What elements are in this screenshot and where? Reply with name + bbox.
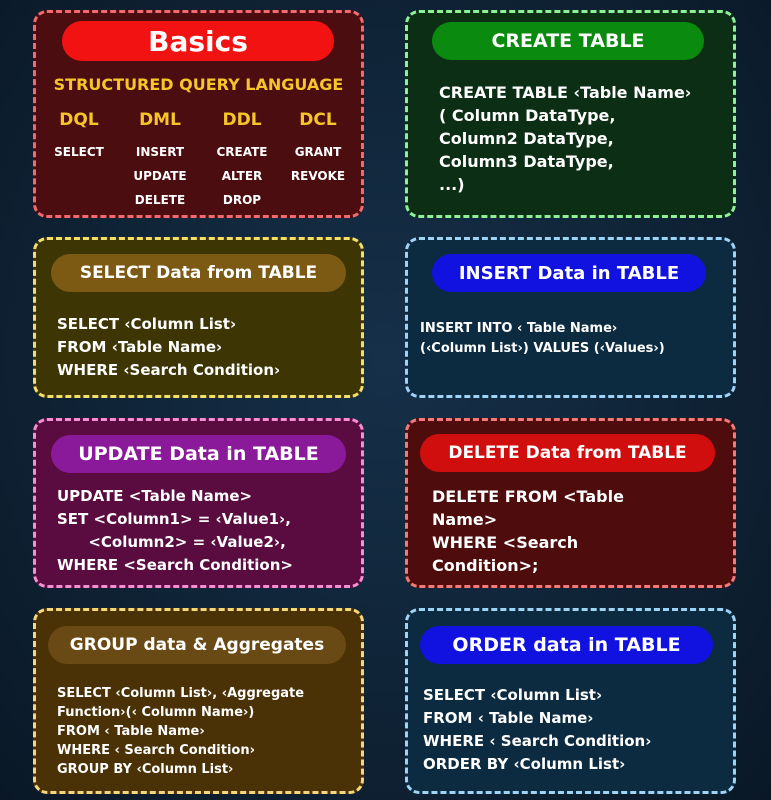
code-line: <Column2> = ‹Value2›, <box>57 533 286 551</box>
basics-title: Basics <box>62 21 334 61</box>
column-item: CREATE <box>216 145 268 159</box>
create-table-title: CREATE TABLE <box>432 22 704 60</box>
code-line: WHERE ‹Search Condition› <box>57 361 281 379</box>
code-line: SELECT ‹Column List› <box>423 686 603 704</box>
code-line: SELECT ‹Column List›, ‹Aggregate <box>57 686 305 701</box>
column-item: ALTER <box>221 169 263 183</box>
delete-code <box>432 485 624 577</box>
code-line: (‹Column List›) VALUES (‹Values›) <box>420 341 665 356</box>
column-heading: DDL <box>222 110 262 130</box>
select-title: SELECT Data from TABLE <box>51 254 346 292</box>
basics-column-dql <box>39 110 119 164</box>
delete-title: DELETE Data from TABLE <box>420 434 715 472</box>
code-line: ...) <box>439 175 465 194</box>
code-line: FROM ‹ Table Name› <box>423 709 594 727</box>
column-item: DELETE <box>134 193 186 207</box>
column-heading: DQL <box>59 110 99 130</box>
update-title: UPDATE Data in TABLE <box>51 435 346 473</box>
column-heading: DML <box>139 110 181 130</box>
order-title: ORDER data in TABLE <box>420 626 713 664</box>
column-item: GRANT <box>294 145 342 159</box>
code-line: ( Column DataType, <box>439 106 616 125</box>
code-line: ORDER BY ‹Column List› <box>423 755 626 773</box>
group-code <box>57 684 304 779</box>
create-table-code <box>439 81 691 196</box>
basics-subtitle: STRUCTURED QUERY LANGUAGE <box>53 75 344 94</box>
group-title: GROUP data & Aggregates <box>48 626 346 664</box>
code-line: Column3 DataType, <box>439 152 614 171</box>
code-line: WHERE ‹ Search Condition› <box>423 732 652 750</box>
order-code <box>423 684 651 776</box>
code-line: WHERE ‹ Search Condition› <box>57 743 255 758</box>
basics-column-ddl <box>202 110 282 212</box>
code-line: Function›(‹ Column Name›) <box>57 705 255 720</box>
column-item: UPDATE <box>133 169 187 183</box>
insert-title: INSERT Data in TABLE <box>432 254 706 292</box>
code-line: FROM ‹Table Name› <box>57 338 223 356</box>
code-line: CREATE TABLE ‹Table Name› <box>439 83 692 102</box>
column-item: INSERT <box>135 145 185 159</box>
basics-column-dml <box>120 110 200 212</box>
basics-column-dcl <box>278 110 358 188</box>
code-line: WHERE <Search Condition> <box>57 556 293 574</box>
code-line: Column2 DataType, <box>439 129 614 148</box>
update-code <box>57 485 293 577</box>
code-line: WHERE <Search <box>432 533 579 552</box>
code-line: Condition>; <box>432 556 539 575</box>
code-line: SET <Column1> = ‹Value1›, <box>57 510 291 528</box>
column-item: DROP <box>222 193 262 207</box>
column-heading: DCL <box>299 110 337 130</box>
column-item: REVOKE <box>290 169 346 183</box>
select-code <box>57 313 280 382</box>
code-line: Name> <box>432 510 498 529</box>
insert-code <box>420 319 665 359</box>
code-line: FROM ‹ Table Name› <box>57 724 205 739</box>
code-line: INSERT INTO ‹ Table Name› <box>420 321 618 336</box>
code-line: UPDATE <Table Name> <box>57 487 253 505</box>
code-line: DELETE FROM <Table <box>432 487 624 506</box>
code-line: GROUP BY ‹Column List› <box>57 762 234 777</box>
column-item: SELECT <box>54 145 104 159</box>
code-line: SELECT ‹Column List› <box>57 315 237 333</box>
